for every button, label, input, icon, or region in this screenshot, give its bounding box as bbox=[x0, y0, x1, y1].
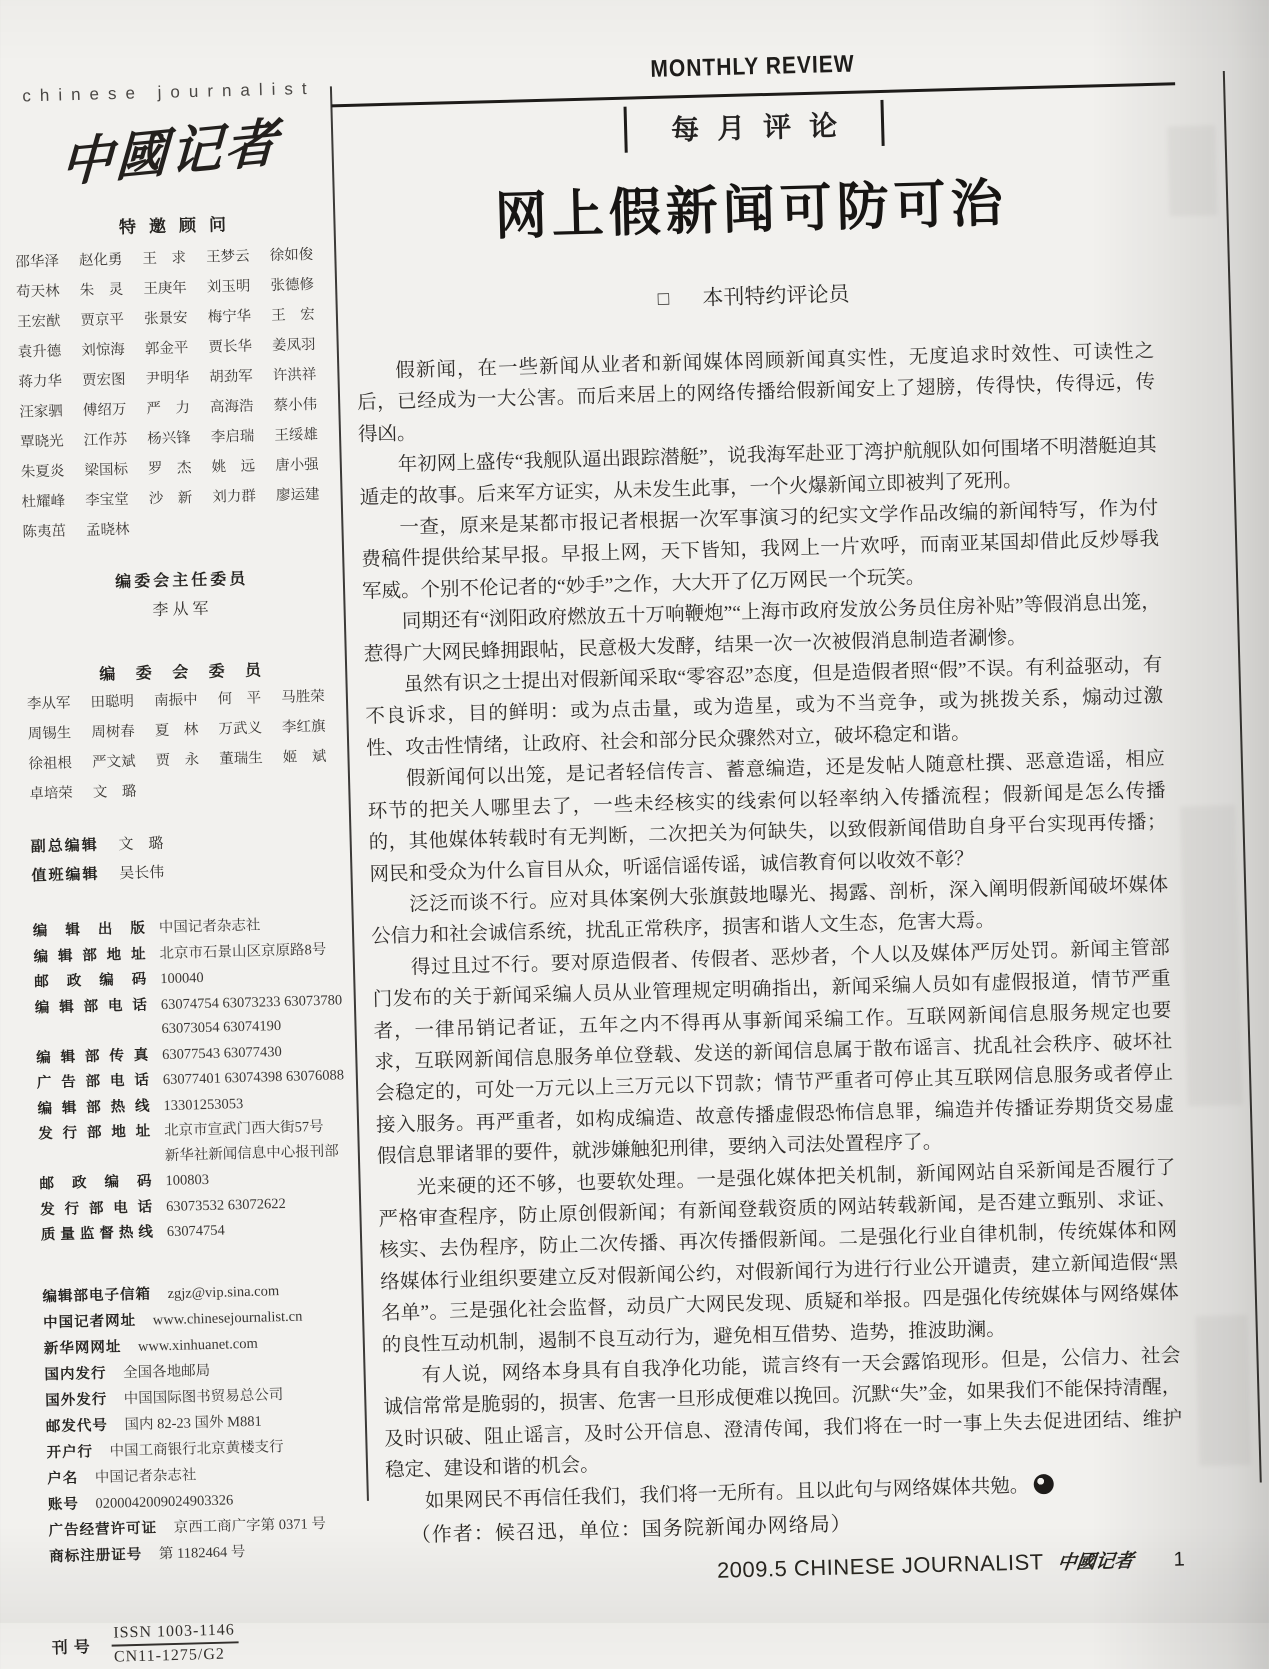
contact-label: 质量监督热线 bbox=[40, 1224, 154, 1244]
advisor-name: 王绥雄 bbox=[274, 426, 319, 444]
contact-label: 国内发行 bbox=[44, 1365, 107, 1383]
deputy-editor-name: 文 璐 bbox=[118, 836, 164, 854]
issn-number: ISSN 1003-1146 bbox=[111, 1621, 239, 1646]
duty-editor-name: 吴长伟 bbox=[119, 864, 165, 883]
distribution-info-block bbox=[42, 1276, 365, 1570]
contact-label: 广告经营许可证 bbox=[48, 1519, 158, 1539]
advisor-name: 王 宏 bbox=[271, 306, 315, 324]
advisor-name: 陈夷茁 bbox=[22, 523, 67, 541]
contact-value: 中国国际图书贸易总公司 bbox=[123, 1386, 284, 1407]
header-right-bar bbox=[880, 100, 884, 146]
advisor-name: 杨兴锋 bbox=[147, 430, 191, 448]
committee-member-name: 李红旗 bbox=[281, 718, 326, 736]
advisor-name: 蒋力华 bbox=[18, 373, 63, 391]
article-closing-paragraph: 如果网民不再信任我们，我们将一无所有。且以此句与网络媒体共勉。 bbox=[386, 1466, 1185, 1518]
contact-value: zgjz@vip.sina.com bbox=[167, 1282, 280, 1302]
advisor-name: 朱夏炎 bbox=[20, 463, 65, 481]
article-paragraph: 同期还有“浏阳政府燃放五十万响鞭炮”“上海市政府发放公务员住房补贴”等假消息出笼，惹得广大网民蜂拥跟帖，民意极大发酵，结果一次一次被假消息制造者涮惨。 bbox=[363, 592, 1161, 666]
advisor-name: 杜耀峰 bbox=[21, 493, 66, 511]
header-left-bar bbox=[624, 107, 628, 153]
contact-label: 编辑部电子信箱 bbox=[42, 1285, 152, 1305]
contact-value: 北京市宣武门西大街57号 新华社新闻信息中心报刊部 bbox=[163, 1118, 339, 1164]
advisor-name: 江作苏 bbox=[83, 431, 128, 449]
contact-label: 中国记者网址 bbox=[42, 1312, 137, 1331]
committee-member-name: 田聪明 bbox=[90, 693, 135, 711]
committee-member-name: 徐祖根 bbox=[28, 755, 73, 773]
advisor-name: 袁升德 bbox=[17, 343, 62, 361]
deputy-editor-label: 副总编辑 bbox=[30, 836, 99, 856]
advisor-name: 贾长华 bbox=[208, 338, 253, 356]
deputy-editor-line bbox=[30, 827, 346, 856]
contact-value: 中国工商银行北京黄楼支行 bbox=[109, 1438, 284, 1460]
column-header-english: MONTHLY REVIEW bbox=[650, 50, 855, 83]
advisor-name: 尹明华 bbox=[145, 370, 190, 388]
committee-member-name: 马胜荣 bbox=[281, 688, 325, 706]
advisor-name: 贾宏图 bbox=[81, 371, 126, 389]
advisor-name: 郭金平 bbox=[144, 340, 189, 358]
article-paragraph: 假新闻何以出笼，是记者轻信传言、蓄意编造，还是发帖人随意杜撰、恶意造谣，相应环节的把关人哪里去了，一些未经核实的线索何以轻率纳入传播流程；假新闻是怎么传播的，其他媒体转载时有无判断，二次把关为何缺失，以致假新闻借助自身平台实现再传播；网民和受众为什么盲目从众，听谣信谣传谣，诚信教育何以收效不彰？ bbox=[367, 749, 1167, 886]
article-byline bbox=[354, 270, 1153, 321]
advisors-heading: 特邀顾问 bbox=[118, 214, 240, 237]
committee-member-name: 周锡生 bbox=[27, 725, 72, 743]
contact-value: 13301253053 bbox=[163, 1095, 244, 1114]
masthead-column bbox=[11, 78, 368, 1667]
contact-value: www.chinesejournalist.cn bbox=[152, 1308, 303, 1328]
article-title: 网上假新闻可防可治 bbox=[494, 175, 1009, 247]
advisor-name: 傅绍万 bbox=[82, 401, 127, 419]
committee-member-name: 文 璐 bbox=[92, 783, 137, 801]
committee-member-name: 何 平 bbox=[217, 690, 262, 708]
advisor-name: 覃晓光 bbox=[19, 433, 64, 451]
advisor-name: 张德修 bbox=[270, 276, 315, 295]
advisor-name: 邵华泽 bbox=[15, 253, 60, 271]
advisor-name: 孟晓林 bbox=[85, 521, 130, 539]
contact-label: 国外发行 bbox=[45, 1391, 108, 1409]
article-paragraph: 有人说，网络本身具有自我净化功能，谎言终有一天会露馅现形。但是，公信力、社会诚信常常是脆弱的，损害、危害一旦形成便难以挽回。沉默“失”金，如果我们不能保持清醒，及时识破、阻止谣言，及时公开信息、澄清传闻，我们将在一时一事上失去促进团结、维护稳定、建设和谐的机会。 bbox=[383, 1345, 1183, 1482]
advisor-name: 姜凤羽 bbox=[271, 336, 316, 354]
magazine-logo-calligraphy: 中國记者 bbox=[59, 111, 282, 195]
contact-value: 0200042009024903326 bbox=[95, 1491, 234, 1512]
issue-number-block bbox=[51, 1617, 368, 1667]
cn-number: CN11-1275/G2 bbox=[113, 1645, 226, 1666]
column-header-chinese: 每月评论 bbox=[332, 92, 1177, 165]
advisor-name: 梁国标 bbox=[84, 461, 129, 479]
contact-value: 63073532 63072622 bbox=[165, 1195, 286, 1215]
advisor-name: 李启瑞 bbox=[210, 428, 255, 446]
contact-value: 100803 bbox=[165, 1171, 210, 1190]
article-body bbox=[356, 336, 1183, 1487]
advisor-name: 姚 远 bbox=[211, 458, 256, 476]
committee-member-name: 严文斌 bbox=[91, 753, 136, 771]
magazine-english-title: chinese journalist bbox=[22, 78, 316, 106]
contact-value: www.xinhuanet.com bbox=[137, 1335, 258, 1355]
contact-label: 编辑部电话 bbox=[34, 996, 148, 1016]
advisor-name: 苟天林 bbox=[15, 283, 60, 301]
committee-member-name: 李从军 bbox=[26, 695, 71, 713]
advisor-name: 朱 灵 bbox=[79, 281, 124, 300]
committee-member-name: 南振中 bbox=[153, 692, 198, 710]
advisor-name: 刘惊海 bbox=[81, 341, 126, 359]
committee-member-name: 夏 林 bbox=[154, 722, 199, 740]
byline-square-marker: □ bbox=[657, 288, 670, 310]
committee-member-name: 卓培荣 bbox=[29, 785, 74, 803]
advisor-name: 赵化勇 bbox=[78, 251, 123, 270]
article-paragraph: 假新闻，在一些新闻从业者和新闻媒体罔顾新闻真实性，无度追求时效性、可读性之后，已经成为一大公害。而后来居上的网络传播给假新闻安上了翅膀，传得快，传得远，传得凶。 bbox=[356, 340, 1156, 446]
advisor-name: 罗 杰 bbox=[147, 460, 192, 478]
committee-chair-heading: 编委会主任委员 bbox=[115, 570, 249, 592]
contact-value: 中国记者杂志社 bbox=[94, 1466, 197, 1486]
advisor-name: 许洪祥 bbox=[272, 366, 317, 384]
contact-row bbox=[38, 1114, 355, 1171]
contact-value: 中国记者杂志社 bbox=[158, 917, 261, 937]
contact-value: 第 1182464 号 bbox=[158, 1543, 246, 1562]
footer-logo-calligraphy: 中國记者 bbox=[1056, 1549, 1135, 1574]
contact-value: 京西工商广字第 0371 号 bbox=[173, 1515, 327, 1536]
advisor-name: 胡劲军 bbox=[209, 368, 253, 386]
contact-label: 发行部电话 bbox=[40, 1198, 153, 1218]
issue-number-label: 刊号 bbox=[51, 1639, 96, 1658]
committee-member-name: 贾 永 bbox=[155, 752, 200, 770]
article-author-note: （作者：候召迅，单位：国务院新闻办网络局） bbox=[410, 1513, 853, 1547]
contact-value: 北京市石景山区京原路8号 bbox=[159, 941, 327, 962]
committee-member-name: 姬 斌 bbox=[282, 748, 327, 766]
advisor-name: 王 求 bbox=[142, 250, 187, 268]
contact-info-block bbox=[33, 911, 357, 1248]
contact-label: 编辑部地址 bbox=[33, 946, 146, 965]
contact-row bbox=[35, 988, 352, 1045]
advisor-name: 刘玉明 bbox=[206, 278, 251, 296]
contact-value: 100040 bbox=[160, 970, 204, 988]
page-right-edge-rule bbox=[1223, 71, 1262, 1483]
committee-member-name: 周树春 bbox=[91, 723, 136, 741]
committee-member-name: 董瑞生 bbox=[219, 750, 263, 768]
advisor-name: 廖运建 bbox=[275, 486, 320, 504]
contact-value: 国内 82-23 国外 M881 bbox=[124, 1413, 263, 1433]
bleed-through-ghost bbox=[1180, 805, 1243, 1106]
issn-cn-fraction bbox=[111, 1621, 239, 1666]
advisor-name: 蔡小伟 bbox=[273, 396, 318, 414]
bleed-through-ghost bbox=[1195, 1315, 1251, 1466]
contact-label: 广告部电话 bbox=[36, 1072, 150, 1092]
contact-value: 63077543 63077430 bbox=[161, 1043, 282, 1063]
article-end-mark-icon bbox=[1033, 1474, 1054, 1495]
committee-list bbox=[27, 684, 346, 803]
advisor-name: 王宏猷 bbox=[16, 313, 61, 331]
committee-member-name: 万武义 bbox=[218, 720, 263, 738]
article-paragraph: 得过且过不行。要对原造假者、传假者、恶炒者，个人以及媒体严厉处罚。新闻主管部门发布的关于新闻采编人员从业管理规定明确指出，新闻采编人员如有虚假报道，情节严重者，一律吊销记者证，五年之内不得再从事新闻采编工作。互联网新闻信息服务规定也要求，互联网新闻信息服务单位登载、发送的新闻信息属于散布谣言、扰乱社会秩序、破坏社会稳定的，可处一万元以上三万元以下罚款；情节严重者可停止其互联网信息服务或者停止接入服务。再严重者，如构成编造、故意传播虚假恐怖信息罪，编造并传播证券期货交易虚假信息罪诸罪的要件，就涉嫌触犯刑律，要纳入司法处置程序了。 bbox=[372, 937, 1175, 1168]
contact-value: 全国各地邮局 bbox=[122, 1362, 211, 1381]
contact-label: 户名 bbox=[47, 1469, 79, 1487]
contact-label: 邮政编码 bbox=[34, 971, 147, 991]
advisor-name: 唐小强 bbox=[275, 456, 319, 474]
advisor-name: 贾京平 bbox=[80, 311, 125, 329]
advisor-name: 张景安 bbox=[143, 310, 188, 328]
contact-label: 开户行 bbox=[46, 1443, 94, 1461]
advisor-name: 徐如俊 bbox=[269, 246, 314, 265]
contact-value: 63077401 63074398 63076088 bbox=[162, 1067, 345, 1089]
advisor-name: 梅宁华 bbox=[207, 308, 252, 326]
contact-label: 邮政编码 bbox=[39, 1173, 152, 1193]
advisor-name: 严 力 bbox=[146, 400, 191, 418]
advisor-name: 汪家驷 bbox=[19, 403, 64, 421]
contact-value: 63074754 63073233 63073780 63073054 63074190 bbox=[160, 991, 343, 1038]
advisor-name: 王庚年 bbox=[143, 280, 188, 298]
contact-label: 发行部地址 bbox=[38, 1123, 151, 1143]
advisor-name: 李宝堂 bbox=[85, 491, 129, 509]
committee-heading: 编 委 会 委 员 bbox=[99, 662, 270, 684]
contact-label: 账号 bbox=[47, 1495, 80, 1513]
page-footer bbox=[717, 1545, 1185, 1584]
article-paragraph: 一查，原来是某都市报记者根据一次军事演习的纪实文学作品改编的新闻特写，作为付费稿件提供给某早报。早报上网，天下皆知，我网上一片欢呼，而南亚某国却借此反炒辱我军威。个别不伦记者的“妙手”之作，大大开了亿万网民一个玩笑。 bbox=[361, 497, 1160, 603]
article-column bbox=[351, 157, 1185, 1553]
advisor-name: 高海浩 bbox=[209, 398, 254, 416]
duty-editor-line bbox=[31, 856, 347, 885]
advisor-name: 刘力群 bbox=[212, 488, 257, 506]
article-paragraph: 年初网上盛传“我舰队逼出跟踪潜艇”，说我海军赴亚丁湾护航舰队如何围堵不明潜艇迫其遁走的故事。后来军方证实，从未发生此事，一个火爆新闻立即被判了死刑。 bbox=[359, 435, 1157, 509]
contact-value: 63074754 bbox=[166, 1222, 226, 1241]
contact-label: 商标注册证号 bbox=[49, 1546, 143, 1565]
article-paragraph: 虽然有识之士提出对假新闻采取“零容忍”态度，但是造假者照“假”不误。有利益驱动，有不良诉求，目的鲜明：或为点击量，或为造星，或为不当竞争，或为挑拨关系，煽动过激性、攻击性情绪，让政府、社会和部分民众骤然对立，破坏稳定和谐。 bbox=[365, 654, 1164, 760]
byline-text: 本刊特约评论员 bbox=[702, 281, 850, 310]
contact-label: 邮发代号 bbox=[45, 1417, 109, 1435]
footer-page-number: 1 bbox=[1173, 1548, 1186, 1571]
footer-issue-text: 2009.5 CHINESE JOURNALIST bbox=[716, 1549, 1044, 1583]
committee-chair-name: 李从军 bbox=[152, 600, 213, 620]
advisors-list bbox=[15, 242, 339, 541]
duty-editor-label: 值班编辑 bbox=[31, 865, 100, 885]
contact-label: 新华网网址 bbox=[43, 1338, 122, 1357]
article-paragraph: 泛泛而谈不行。应对具体案例大张旗鼓地曝光、揭露、剖析，深入阐明假新闻破坏媒体公信力和社会诚信系统，扰乱正常秩序，损害和谐人文生态，危害大焉。 bbox=[370, 874, 1169, 948]
contact-label: 编辑出版 bbox=[32, 920, 146, 940]
contact-label: 编辑部热线 bbox=[37, 1097, 150, 1117]
article-paragraph: 光来硬的还不够，也要软处理。一是强化媒体把关机制，新闻网站自采新闻是否履行了严格审查程序，防止原创假新闻；有新闻登载资质的网站转载新闻，是否建立甄别、求证、核实、去伪程序，防止二次传播、再次传播假新闻。二是强化行业自律机制，传统媒体和网络媒体行业组织要建立反对假新闻公约，对假新闻行为进行行业公开谴责，建立新闻造假“黑名单”。三是强化社会监督，动员广大网民发现、质疑和举报。四是强化传统媒体与网络媒体的良性互动机制，遏制不良互动行为，避免相互借势、造势，推波助澜。 bbox=[378, 1157, 1180, 1357]
advisor-name: 沙 新 bbox=[148, 490, 193, 508]
contact-label: 编辑部传真 bbox=[36, 1046, 149, 1066]
advisor-name: 王梦云 bbox=[205, 248, 250, 266]
